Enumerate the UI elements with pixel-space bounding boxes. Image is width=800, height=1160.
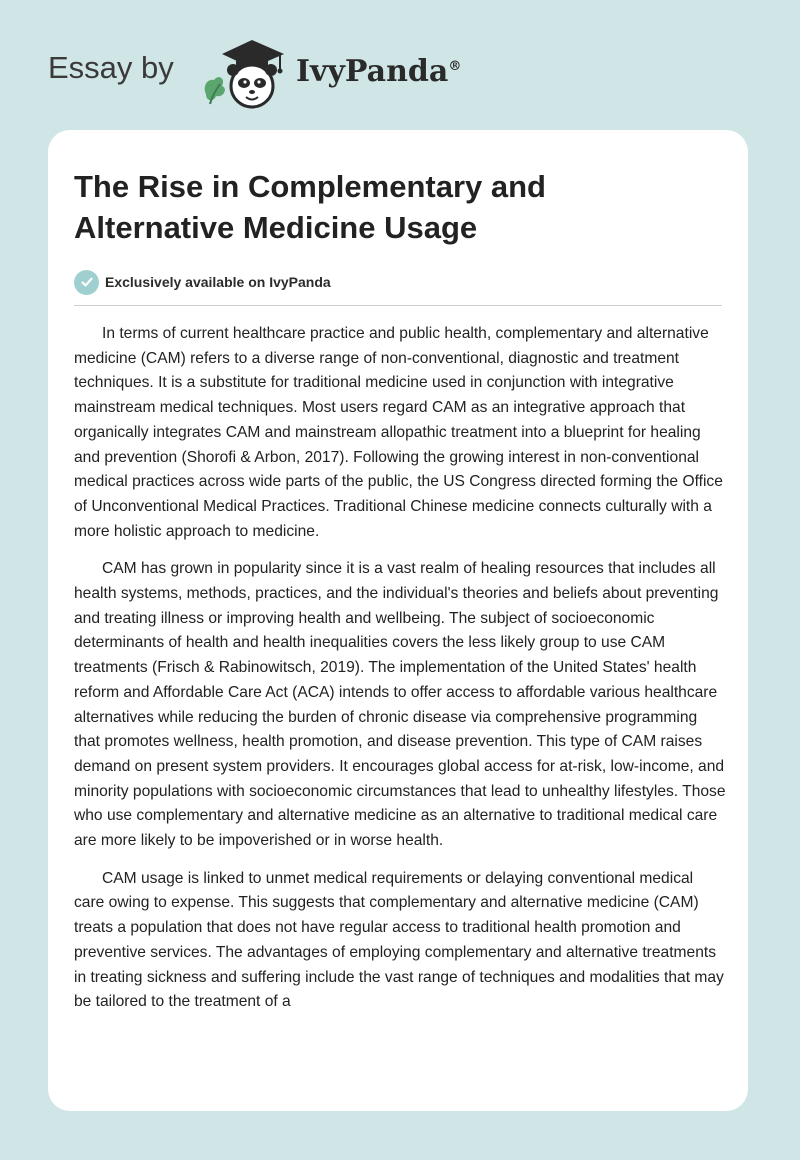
essay-card — [48, 130, 748, 1111]
divider — [74, 305, 722, 306]
brand-header — [48, 30, 488, 110]
page-title: The Rise in Complementary and Alternative Medicine Usage — [74, 169, 546, 245]
exclusive-badge — [74, 268, 722, 296]
check-circle-icon — [74, 270, 99, 295]
paragraph: CAM usage is linked to unmet medical requirements or delaying conventional medical care owing to expense. This suggests that complementary and alternative medicine (CAM) treats a population that does not have regular access to traditional health promotion and preventive services. The advantages of employing complementary and alternative treatments in treating sickness and suffering include the vast range of techniques and modalities that may be tailored to the treatment of a — [74, 869, 724, 1011]
paragraph: In terms of current healthcare practice and public health, complementary and alternative medicine (CAM) refers to a diverse range of non-conventional, diagnostic and treatment techniques. It is a substitute for traditional medicine used in conjunction with integrative mainstream medical techniques. Most users regard CAM as an integrative approach that organically integrates CAM and mainstream allopathic treatment into a blueprint for healing and prevention (Shorofi & Arbon, 2017). Following the growing interest in non-conventional medical practices across wide parts of the public, the US Congress directed forming the Office of Unconventional Medical Practices. Traditional Chinese medicine connects culturally with a more holistic approach to medicine. — [74, 325, 723, 540]
paragraph: CAM has grown in popularity since it is a vast realm of healing resources that includes all health systems, methods, practices, and the individual's theories and beliefs about preventing and treating illness or improving health and wellbeing. The subject of socioeconomic determinants of health and health inequalities covers the less likely group to use CAM treatments (Frisch & Rabinowitsch, 2019). The implementation of the United States' health reform and Affordable Care Act (ACA) intends to offer access to affordable various healthcare alternatives while reducing the burden of chronic disease via comprehensive programming that promotes wellness, health promotion, and disease prevention. This type of CAM raises demand on present system providers. It encourages global access for at-risk, low-income, and minority populations with socioeconomic circumstances that lead to unhealthy lifestyles. Those who use complementary and alternative medicine as an alternative to traditional medical care are more likely to be impoverished or in worse health. — [74, 560, 726, 850]
essay-body — [74, 322, 726, 1015]
panda-graduate-icon[interactable] — [200, 34, 290, 110]
brand-name[interactable]: IvyPanda® — [296, 54, 462, 89]
exclusive-badge-label: Exclusively available on IvyPanda — [105, 274, 331, 290]
brand-prefix: Essay by — [48, 50, 174, 85]
